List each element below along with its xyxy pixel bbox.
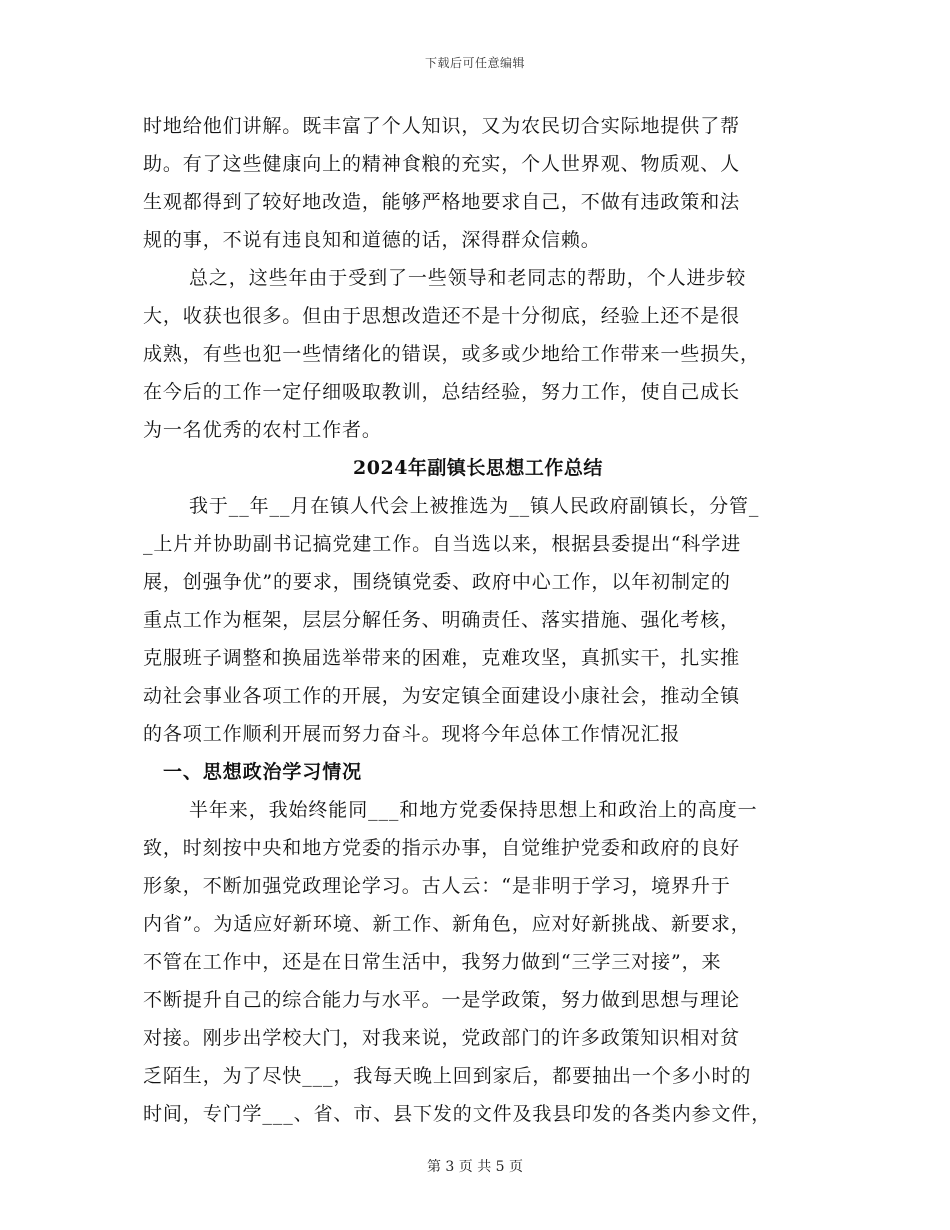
text-line: 形象，不断加强党政理论学习。古人云：“是非明于学习，境界升于 bbox=[143, 875, 731, 897]
text-line: 不管在工作中，还是在日常生活中，我努力做到“三学三对接”，来 bbox=[143, 951, 722, 973]
page-number: 第 3 页 共 5 页 bbox=[426, 1159, 524, 1175]
text-line: 成熟，有些也犯一些情绪化的错误，或多或少地给工作带来一些损失， bbox=[143, 343, 760, 365]
page-header: 下载后可任意编辑 bbox=[424, 56, 525, 70]
text-line: 在今后的工作一定仔细吸取教训，总结经验，努力工作，使自己成长 bbox=[143, 381, 741, 403]
text-line: 大，收获也很多。但由于思想改造还不是十分彻底，经验上还不是很 bbox=[143, 305, 741, 327]
text-line: 时地给他们讲解。既丰富了个人知识，又为农民切合实际地提供了帮 bbox=[143, 115, 741, 137]
text-line: 致，时刻按中央和地方党委的指示办事，自觉维护党委和政府的良好 bbox=[143, 837, 741, 859]
text-line: 为一名优秀的农村工作者。 bbox=[143, 419, 382, 441]
document-body bbox=[143, 107, 813, 1133]
text-line: 不断提升自己的综合能力与水平。一是学政策，努力做到思想与理论 bbox=[143, 989, 741, 1011]
document-title: 2024年副镇长思想工作总结 bbox=[353, 457, 603, 479]
text-line: 的各项工作顺利开展而努力奋斗。现将今年总体工作情况汇报 bbox=[143, 723, 681, 745]
paragraph-first-line: 我于__年__月在镇人代会上被推选为__镇人民政府副镇长，分管_ bbox=[189, 495, 760, 517]
text-line: 克服班子调整和换届选举带来的困难，克难攻坚，真抓实干，扎实推 bbox=[143, 647, 741, 669]
text-line: 乏陌生，为了尽快___，我每天晚上回到家后，都要抽出一个多小时的 bbox=[143, 1065, 752, 1087]
text-line: 对接。刚步出学校大门，对我来说，党政部门的许多政策知识相对贫 bbox=[143, 1027, 741, 1049]
paragraph-first-line: 半年来，我始终能同___和地方党委保持思想上和政治上的高度一 bbox=[189, 799, 758, 821]
paragraph-first-line: 总之，这些年由于受到了一些领导和老同志的帮助，个人进步较 bbox=[189, 267, 747, 289]
text-line: 重点工作为框架，层层分解任务、明确责任、落实措施、强化考核， bbox=[143, 609, 741, 631]
section-heading: 一、思想政治学习情况 bbox=[163, 761, 363, 783]
text-line: 助。有了这些健康向上的精神食粮的充实，个人世界观、物质观、人 bbox=[143, 153, 741, 175]
text-line: 规的事，不说有违良知和道德的话，深得群众信赖。 bbox=[143, 229, 601, 251]
text-line: _上片并协助副书记搞党建工作。自当选以来，根据县委提出“科学进 bbox=[143, 533, 742, 555]
text-line: 生观都得到了较好地改造，能够严格地要求自己，不做有违政策和法 bbox=[143, 191, 741, 213]
text-line: 内省”。为适应好新环境、新工作、新角色，应对好新挑战、新要求， bbox=[143, 913, 751, 935]
text-line: 动社会事业各项工作的开展，为安定镇全面建设小康社会，推动全镇 bbox=[143, 685, 741, 707]
text-line: 展，创强争优”的要求，围绕镇党委、政府中心工作，以年初制定的 bbox=[143, 571, 731, 593]
text-line: 时间，专门学___、省、市、县下发的文件及我县印发的各类内参文件， bbox=[143, 1103, 772, 1125]
